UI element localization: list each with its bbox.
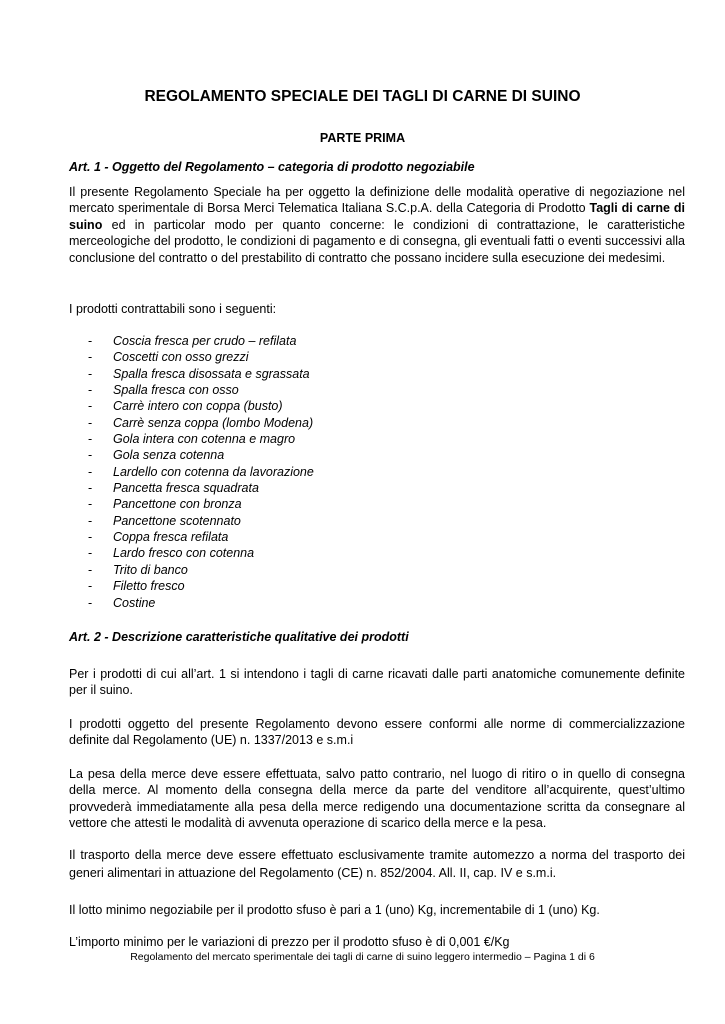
- product-name: Carrè senza coppa (lombo Modena): [113, 415, 314, 430]
- list-bullet-dash: -: [88, 579, 93, 594]
- product-list-item: [88, 349, 314, 365]
- product-list-item: [88, 366, 314, 382]
- page-footer: Regolamento del mercato sperimentale dei tagli di carne di suino leggero intermedio – Pagina 1 di 6: [130, 951, 595, 963]
- article-2-paragraph-6: L’importo minimo per le variazioni di prezzo per il prodotto sfuso è di 0,001 €/Kg: [69, 935, 510, 949]
- product-list-item: [88, 578, 314, 594]
- list-bullet-dash: -: [88, 562, 93, 577]
- list-bullet-dash: -: [88, 530, 93, 545]
- intro-product-category: Tagli di carne di suino: [69, 201, 686, 232]
- product-name: Lardo fresco con cotenna: [113, 546, 255, 561]
- intro-text-start: Il presente Regolamento Speciale ha per oggetto la definizione delle modalità operative di negoziazione nel mercato sperimentale di Borsa Merci Telematica Italiana S.C.p.A. della Categoria di Prodotto: [69, 185, 685, 216]
- product-list-item: [88, 382, 314, 398]
- product-list-item: [88, 545, 314, 561]
- product-list-item: [88, 464, 314, 480]
- article-2-paragraph-1: Per i prodotti di cui all’art. 1 si intendono i tagli di carne ricavati dalle parti anatomiche comunemente definite per il suino.: [69, 667, 685, 698]
- document-title: REGOLAMENTO SPECIALE DEI TAGLI DI CARNE DI SUINO: [144, 88, 581, 105]
- list-bullet-dash: -: [88, 399, 93, 414]
- product-name: Lardello con cotenna da lavorazione: [113, 464, 314, 479]
- intro-text-end: ed in particolar modo per quanto concerne: le condizioni di contrattazione, le caratteristiche merceologiche del prodotto, le condizioni di pagamento e di consegna, gli eventuali fatti o eventi successivi alla conclusione del contratto o del prestabilito di contratto che possano incidere sulla esecuzione dei medesimi.: [69, 217, 685, 265]
- article-2-paragraph-4: Il trasporto della merce deve essere effettuato esclusivamente tramite automezzo a norma del trasporto dei generi alimentari in attuazione del Regolamento (CE) n. 852/2004. All. II, cap. IV e s.m.i.: [69, 848, 685, 880]
- product-name: Spalla fresca con osso: [113, 383, 239, 398]
- product-list-item: [88, 333, 314, 349]
- list-bullet-dash: -: [88, 546, 93, 561]
- product-list-item: [88, 480, 314, 496]
- product-name: Trito di banco: [113, 562, 188, 577]
- product-list-item: [88, 496, 314, 512]
- product-list-item: [88, 415, 314, 431]
- list-bullet-dash: -: [88, 513, 93, 528]
- list-bullet-dash: -: [88, 366, 93, 381]
- product-name: Filetto fresco: [113, 579, 185, 594]
- product-list-item: [88, 431, 314, 447]
- list-bullet-dash: -: [88, 448, 93, 463]
- product-list-item: [88, 447, 314, 463]
- product-name: Spalla fresca disossata e sgrassata: [113, 366, 310, 381]
- product-list-intro: I prodotti contrattabili sono i seguenti:: [69, 302, 277, 316]
- product-name: Costine: [113, 595, 156, 610]
- list-bullet-dash: -: [88, 464, 93, 479]
- product-list-item: [88, 562, 314, 578]
- list-bullet-dash: -: [88, 432, 93, 447]
- product-name: Coscia fresca per crudo – refilata: [113, 334, 297, 348]
- article-2-heading: Art. 2 - Descrizione caratteristiche qualitative dei prodotti: [69, 630, 409, 644]
- product-list-item: [88, 513, 314, 529]
- list-bullet-dash: -: [88, 415, 93, 430]
- list-bullet-dash: -: [88, 334, 93, 348]
- product-list: [88, 333, 314, 611]
- product-name: Pancettone scotennato: [113, 513, 241, 528]
- article-2-paragraph-3: La pesa della merce deve essere effettuata, salvo patto contrario, nel luogo di ritiro o in quello di consegna della merce. Al momento della consegna della merce da parte del venditore all’acquirente, quest’ultimo provvederà immediatamente alla pesa della merce redigendo una documentazione scritta da consegnare al vettore che attesti le modalità di avvenuta operazione di scarico della merce e la pesa.: [69, 767, 685, 831]
- product-name: Gola intera con cotenna e magro: [113, 432, 296, 447]
- product-name: Carrè intero con coppa (busto): [113, 399, 283, 414]
- product-list-item: [88, 529, 314, 545]
- list-bullet-dash: -: [88, 595, 93, 610]
- article-2-paragraph-2: I prodotti oggetto del presente Regolamento devono essere conformi alle norme di commercializzazione definite dal Regolamento (UE) n. 1337/2013 e s.m.i: [69, 717, 685, 748]
- product-name: Pancettone con bronza: [113, 497, 242, 512]
- list-bullet-dash: -: [88, 497, 93, 512]
- article-1-heading: Art. 1 - Oggetto del Regolamento – categoria di prodotto negoziabile: [69, 160, 475, 174]
- article-2-paragraph-5: Il lotto minimo negoziabile per il prodotto sfuso è pari a 1 (uno) Kg, incrementabile di 1 (uno) Kg.: [69, 903, 600, 917]
- product-name: Gola senza cotenna: [113, 448, 225, 463]
- part-heading: PARTE PRIMA: [319, 131, 406, 145]
- list-bullet-dash: -: [88, 481, 93, 496]
- product-list-item: [88, 398, 314, 414]
- product-list-item: [88, 595, 314, 611]
- list-bullet-dash: -: [88, 383, 93, 398]
- product-name: Coscetti con osso grezzi: [113, 350, 249, 365]
- product-name: Pancetta fresca squadrata: [113, 481, 259, 496]
- list-bullet-dash: -: [88, 350, 93, 365]
- article-1-intro: [69, 184, 685, 266]
- product-name: Coppa fresca refilata: [113, 530, 229, 545]
